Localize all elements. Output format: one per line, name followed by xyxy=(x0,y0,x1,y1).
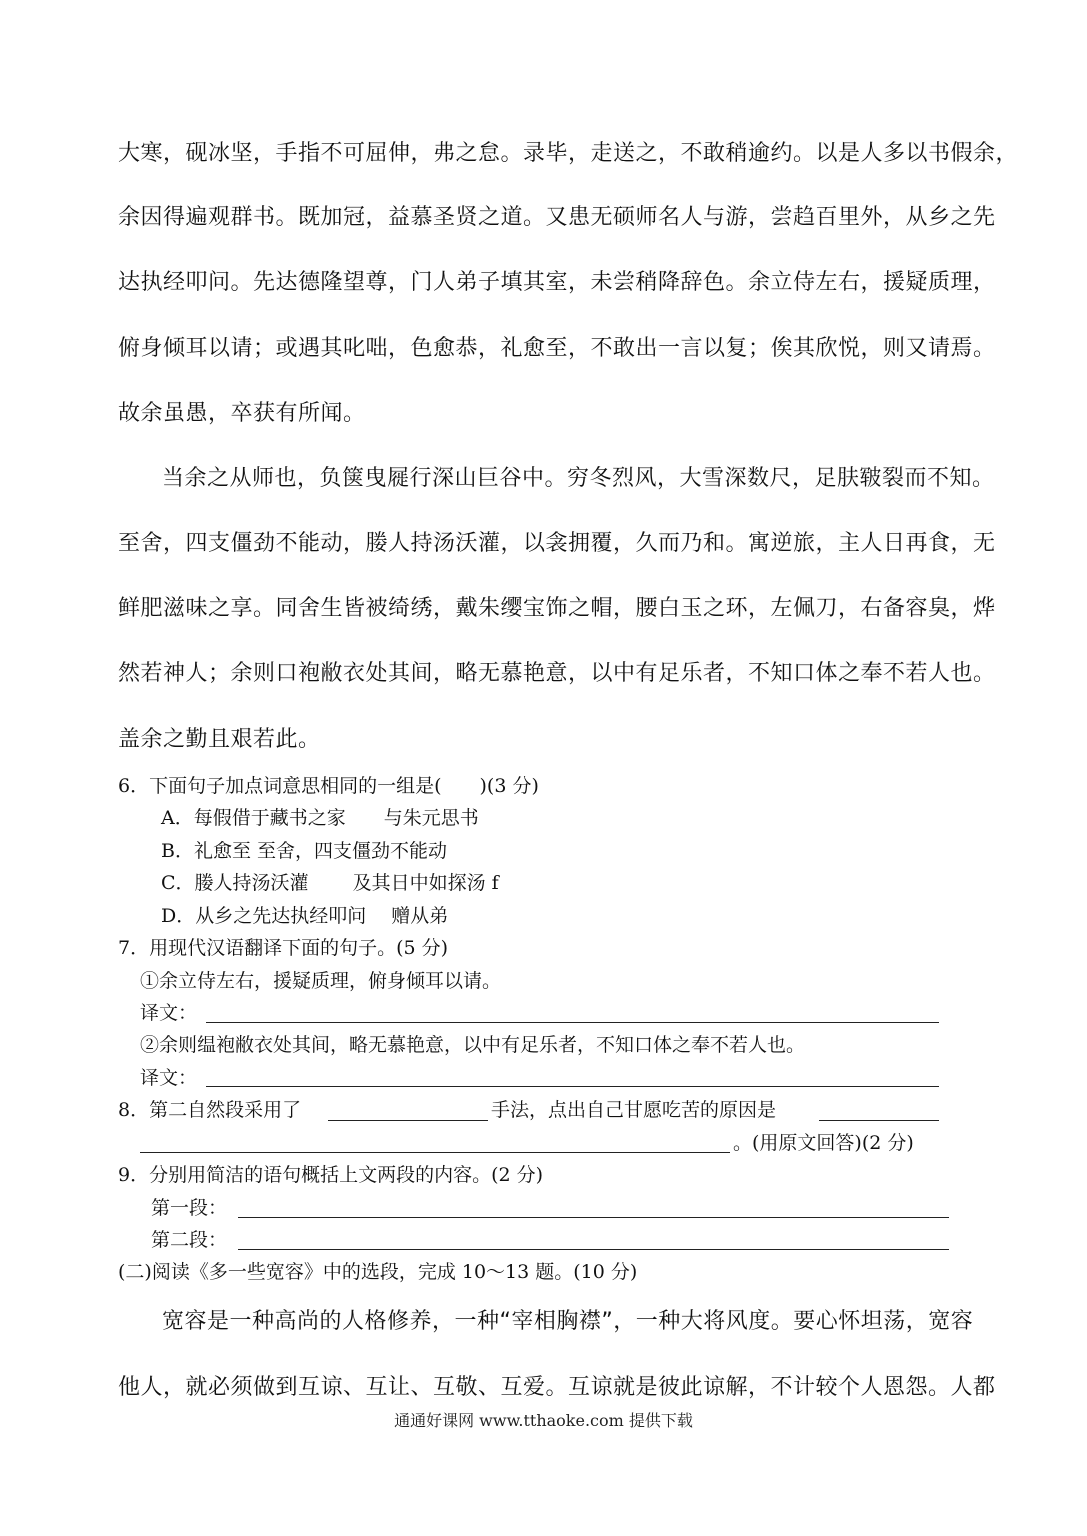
passage2-line-5: 盖余之勤且艰若此。 xyxy=(118,727,321,752)
question-9-stem: 9．分别用简洁的语句概括上文两段的内容。(2 分) xyxy=(118,1164,544,1186)
passage2-line-4: 然若神人；余则口袍敝衣处其间，略无慕艳意，以中有足乐者，不知口体之奉不若人也。 xyxy=(118,661,996,686)
question-8-part-3: 。(用原文回答)(2 分) xyxy=(733,1132,914,1154)
answer-line-q9-1[interactable] xyxy=(238,1217,949,1218)
question-6-option-a: A．每假借于藏书之家 与朱元思书 xyxy=(161,807,479,829)
passage2-line-1: 当余之从师也，负箧曳屣行深山巨谷中。穷冬烈风，大雪深数尺，足肤皲裂而不知。 xyxy=(162,466,995,491)
passage1-line-5: 故余虽愚，卒获有所闻。 xyxy=(118,401,366,426)
page-footer: 通通好课网 www.tthaoke.com 提供下载 xyxy=(394,1411,693,1430)
passage2-line-2: 至舍，四支僵劲不能动，媵人持汤沃灌，以衾拥覆，久而乃和。寓逆旅，主人日再食，无 xyxy=(118,531,996,556)
passage1-line-4: 俯身倾耳以请；或遇其叱咄，色愈恭，礼愈至，不敢出一言以复；俟其欣悦，则又请焉。 xyxy=(118,336,996,361)
question-7-translation-label-2: 译文： xyxy=(140,1067,198,1089)
passage3-line-2: 他人，就必须做到互谅、互让、互敬、互爱。互谅就是彼此谅解，不计较个人恩怨。人都 xyxy=(118,1375,996,1400)
question-6-stem: 6．下面句子加点词意思相同的一组是( )(3 分) xyxy=(118,775,539,797)
question-6-option-c: C．媵人持汤沃灌 及其日中如探汤 f xyxy=(161,872,499,894)
question-9-para1-label: 第一段： xyxy=(151,1197,228,1219)
passage1-line-2: 余因得遍观群书。既加冠，益慕圣贤之道。又患无硕师名人与游，尝趋百里外，从乡之先 xyxy=(118,205,996,230)
answer-line-q7-1[interactable] xyxy=(206,1022,939,1023)
answer-blank-q8-reason-start[interactable] xyxy=(819,1120,939,1121)
passage3-line-1: 宽容是一种高尚的人格修养，一种“宰相胸襟”，一种大将风度。要心怀坦荡，宽容 xyxy=(162,1309,974,1334)
passage1-line-1: 大寒，砚冰坚，手指不可屈伸，弗之怠。录毕，走送之，不敢稍逾约。以是人多以书假余， xyxy=(118,141,1019,166)
answer-blank-q8-reason[interactable] xyxy=(140,1152,730,1153)
question-7-stem: 7．用现代汉语翻译下面的句子。(5 分) xyxy=(118,937,449,959)
question-6-option-b: B．礼愈至 至舍，四支僵劲不能动 xyxy=(161,840,448,862)
passage2-line-3: 鲜肥滋味之享。同舍生皆被绮绣，戴朱缨宝饰之帽，腰白玉之环，左佩刀，右备容臭，烨 xyxy=(118,596,996,621)
question-7-sentence-2: ②余则缊袍敝衣处其间，略无慕艳意，以中有足乐者，不知口体之奉不若人也。 xyxy=(140,1034,806,1056)
question-9-para2-label: 第二段： xyxy=(151,1229,228,1251)
answer-blank-q8-technique[interactable] xyxy=(328,1120,488,1121)
passage1-line-3: 达执经叩问。先达德隆望尊，门人弟子填其室，未尝稍降辞色。余立侍左右，援疑质理， xyxy=(118,270,996,295)
answer-line-q9-2[interactable] xyxy=(238,1249,949,1250)
question-8-part-2: 手法，点出自己甘愿吃苦的原因是 xyxy=(491,1099,777,1121)
question-7-sentence-1: ①余立侍左右，援疑质理，俯身倾耳以请。 xyxy=(140,970,502,992)
question-8-part-1: 8．第二自然段采用了 xyxy=(118,1099,302,1121)
question-7-translation-label-1: 译文： xyxy=(140,1002,198,1024)
section-2-title: (二)阅读《多一些宽容》中的选段，完成 10～13 题。(10 分) xyxy=(118,1261,638,1283)
question-6-option-d: D．从乡之先达执经叩问 赠从弟 xyxy=(161,905,449,927)
answer-line-q7-2[interactable] xyxy=(206,1086,939,1087)
